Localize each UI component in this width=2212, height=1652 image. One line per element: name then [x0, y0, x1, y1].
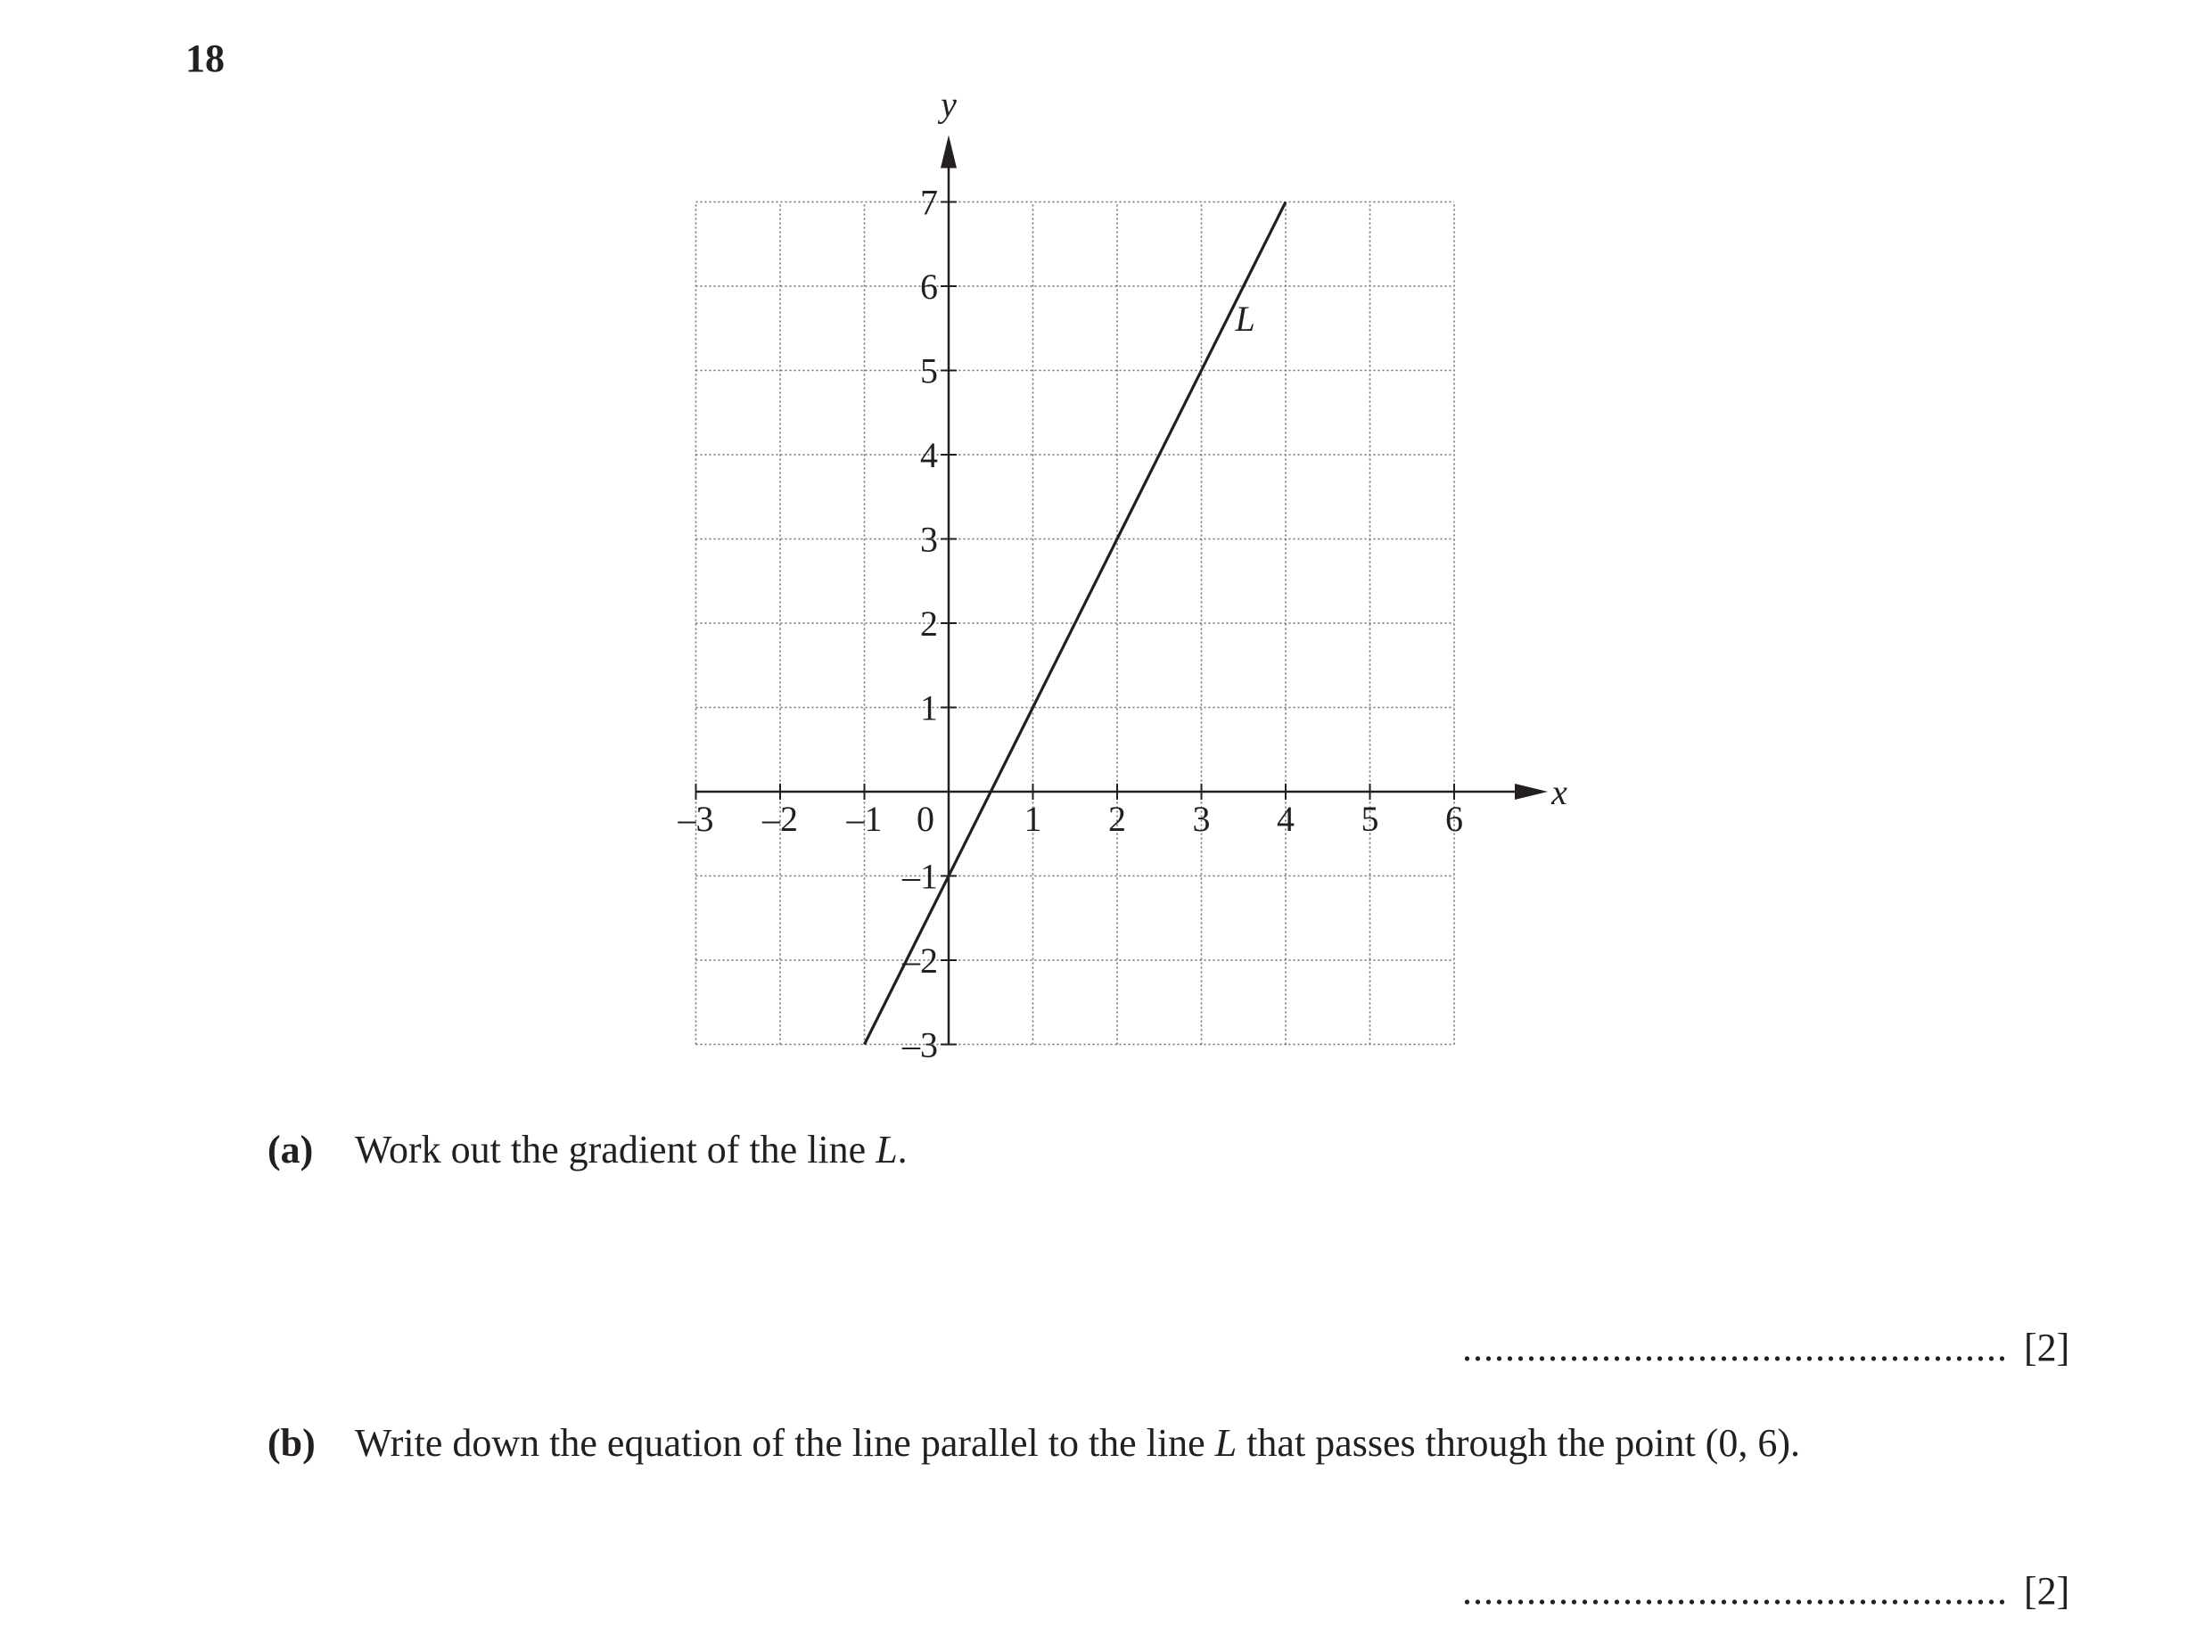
part-b-question: [267, 1421, 1800, 1465]
y-tick-label: 1: [920, 687, 938, 728]
x-axis-arrow-icon: [1515, 784, 1548, 800]
y-tick-label: 7: [920, 182, 938, 223]
x-tick-label: 6: [1445, 799, 1463, 839]
y-tick-label: 6: [920, 267, 938, 307]
part-b-marks: [2]: [2024, 1569, 2070, 1613]
part-a-question: [267, 1130, 908, 1170]
part-b-answer-dots[interactable]: ...................................................: [1462, 1569, 2008, 1613]
part-a-line-name: L: [876, 1128, 898, 1171]
part-a-text: Work out the gradient of the line: [355, 1128, 876, 1171]
x-tick-label: 4: [1277, 799, 1295, 839]
y-tick-label: –2: [902, 941, 938, 981]
x-tick-label: 5: [1361, 799, 1379, 839]
y-axis-arrow-icon: [941, 136, 957, 168]
y-tick-label: –3: [902, 1024, 938, 1065]
y-tick-label: 3: [920, 519, 938, 560]
part-b-text: Write down the equation of the line parallel to the line: [355, 1421, 1215, 1465]
x-tick-label: 2: [1108, 799, 1126, 839]
y-axis-label: y: [941, 84, 957, 125]
x-axis-label: x: [1551, 772, 1567, 812]
line-l-label: L: [1235, 299, 1255, 340]
part-a-marks: [2]: [2024, 1326, 2070, 1369]
part-b-label: (b): [267, 1421, 316, 1465]
part-a-answer-line[interactable]: [1462, 1328, 2069, 1368]
part-b-line-name: L: [1214, 1421, 1238, 1465]
x-tick-label: –2: [762, 799, 798, 839]
question-number: 18: [185, 37, 225, 80]
part-a-answer-dots[interactable]: ...................................................: [1462, 1326, 2008, 1369]
part-b-answer-line[interactable]: [1462, 1569, 2070, 1613]
x-tick-label: –3: [678, 799, 714, 839]
y-tick-label: 2: [920, 604, 938, 644]
x-tick-label: –1: [846, 799, 883, 839]
y-tick-label: –1: [902, 856, 938, 897]
part-b-text-end: that passes through the point (0, 6).: [1237, 1421, 1800, 1465]
y-tick-label: 5: [920, 350, 938, 391]
x-tick-label: 3: [1192, 799, 1211, 839]
part-a-text-end: .: [897, 1128, 908, 1171]
part-a-label: (a): [267, 1128, 314, 1171]
y-tick-label: 4: [920, 435, 938, 475]
x-tick-label: 0: [917, 799, 934, 839]
x-tick-label: 1: [1024, 799, 1042, 839]
